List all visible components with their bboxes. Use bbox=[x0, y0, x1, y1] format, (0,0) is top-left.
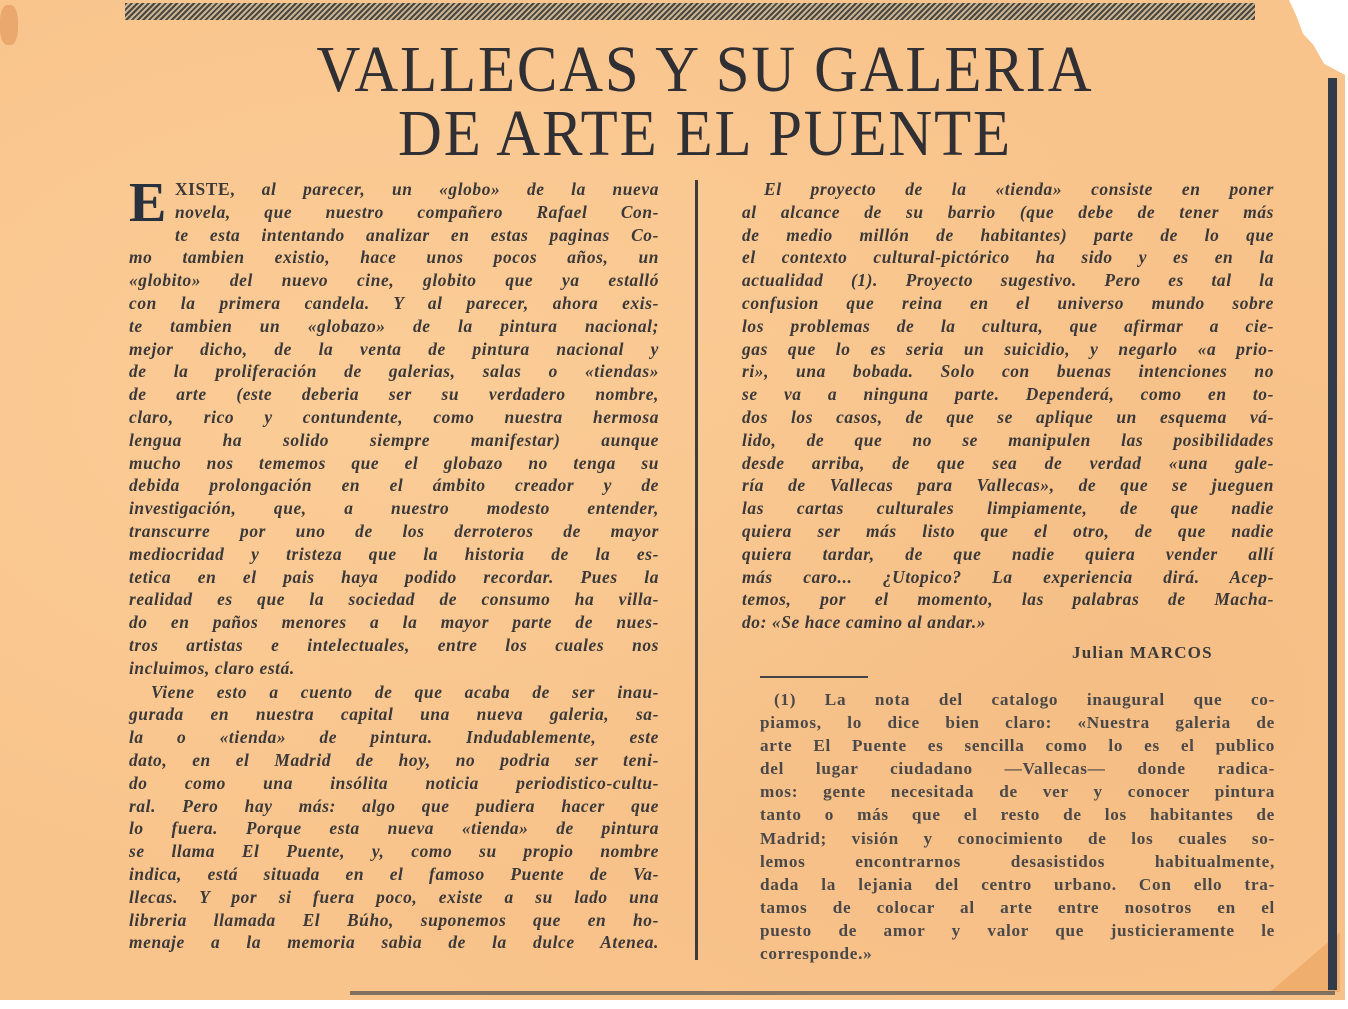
text-line: gurada en nuestra capital una nueva galeria, sa- bbox=[129, 704, 659, 725]
text-line: más caro... ¿Utopico? La experiencia dirá. Acep- bbox=[742, 566, 1274, 587]
text-line: investigación, que, a nuestro modesto entender, bbox=[129, 498, 659, 519]
text-line: quiera ser más listo que el otro, de que nadie bbox=[742, 520, 1274, 541]
text-line: tetica en el pais haya podido recordar. Pues la bbox=[129, 566, 659, 587]
text-line: ri», una bobada. Solo con buenas intenciones no bbox=[742, 361, 1274, 382]
headline-line-1: VALLECAS Y SU GALERIA bbox=[316, 33, 1094, 106]
footnote-line: tanto o más que el resto de los habitantes de bbox=[760, 805, 1275, 825]
text-line: lengua ha solido siempre manifestar) aunque bbox=[129, 429, 659, 450]
drop-cap: E bbox=[129, 172, 167, 234]
text-line: dato, en el Madrid de hoy, no podria ser teni- bbox=[129, 749, 659, 770]
text-line: El proyecto de la «tienda» consiste en poner bbox=[764, 179, 1274, 199]
headline-line-2: DE ARTE EL PUENTE bbox=[398, 97, 1012, 170]
text-line: mejor dicho, de la venta de pintura nacional y bbox=[129, 338, 659, 359]
text-line: do como una insólita noticia periodistico-cultu- bbox=[129, 772, 659, 793]
text-line: «globito» del nuevo cine, globito que ya estalló bbox=[129, 270, 659, 291]
opening-caps: XISTE, bbox=[174, 179, 236, 199]
text-line: Viene esto a cuento de que acaba de ser inau- bbox=[151, 681, 659, 702]
footnote bbox=[760, 688, 1275, 965]
text-line: indica, está situada en el famoso Puente de Va- bbox=[129, 863, 659, 884]
text-line: la o «tienda» de pintura. Indudablemente, este bbox=[129, 727, 659, 748]
text-line: ría de Vallecas para Vallecas», de que se jueguen bbox=[742, 475, 1274, 496]
text-line: lido, de que no se manipulen las posibilidades bbox=[742, 429, 1274, 450]
stain-mark bbox=[0, 5, 18, 45]
text-line: tros artistas e intelectuales, entre los cuales nos bbox=[129, 634, 659, 655]
footnote-divider bbox=[760, 676, 868, 678]
text-line: de medio millón de habitantes) parte de lo que bbox=[742, 224, 1274, 245]
footnote-line: piamos, lo dice bien claro: «Nuestra galeria de bbox=[760, 713, 1275, 733]
footnote-line: Madrid; visión y conocimiento de los cuales so- bbox=[760, 828, 1275, 848]
footnote-line: corresponde.» bbox=[760, 944, 873, 964]
footnote-line: lemos encontrarnos desasistidos habitualmente, bbox=[760, 851, 1275, 871]
text-line: dos los casos, de que se aplique un esquema vá- bbox=[742, 406, 1274, 427]
footnote-line: (1) La nota del catalogo inaugural que co- bbox=[774, 690, 1275, 709]
right-edge-rule bbox=[1328, 78, 1337, 990]
headline bbox=[268, 33, 1142, 170]
text-line: confusion que reina en el universo mundo sobre bbox=[742, 292, 1274, 313]
text-line: de arte (este deberia ser su verdadero nombre, bbox=[129, 384, 659, 405]
text-line: llecas. Y por si fuera poco, existe a su lado una bbox=[129, 886, 659, 907]
text-line: menaje a la memoria sabia de la dulce Atenea. bbox=[129, 932, 659, 953]
text-line: se llama El Puente, y, como su propio nombre bbox=[129, 841, 659, 862]
text-line: XISTE, al parecer, un «globo» de la nueva bbox=[174, 179, 659, 199]
right-column bbox=[742, 178, 1274, 634]
text-line: temos, por el momento, las palabras de Macha- bbox=[742, 589, 1274, 610]
footnote-line: del lugar ciudadano —Vallecas— donde radica- bbox=[760, 759, 1275, 779]
text-line: actualidad (1). Proyecto sugestivo. Pero es tal la bbox=[742, 270, 1274, 291]
text-line: con la primera candela. Y al parecer, ahora exis- bbox=[129, 292, 659, 313]
text-line: las cartas culturales limpiamente, de que nadie bbox=[742, 498, 1274, 519]
text-line: lo fuera. Porque esta nueva «tienda» de pintura bbox=[129, 818, 659, 839]
footnote-line: puesto de amor y valor que justicieramente le bbox=[760, 920, 1275, 940]
footnote-line: arte El Puente es sencilla como lo es el publico bbox=[760, 736, 1275, 756]
text-line: mucho nos tememos que el globazo no tenga su bbox=[129, 452, 659, 473]
text-line: los problemas de la cultura, que afirmar a cie- bbox=[742, 315, 1274, 336]
author-signature: Julian MARCOS bbox=[1072, 643, 1213, 662]
bottom-rule bbox=[350, 991, 1335, 995]
text-line: te tambien un «globazo» de la pintura nacional; bbox=[129, 315, 659, 336]
text-line: do: «Se hace camino al andar.» bbox=[742, 612, 987, 633]
text-line: el contexto cultural-pictórico ha sido y es en la bbox=[742, 247, 1274, 268]
torn-corner bbox=[1275, 0, 1345, 75]
text-line: al alcance de su barrio (que debe de tener más bbox=[742, 201, 1274, 222]
left-column bbox=[129, 172, 659, 954]
text-line: claro, rico y contundente, como nuestra hermosa bbox=[129, 406, 659, 427]
text-line: quiera tardar, de que nadie quiera vender allí bbox=[742, 543, 1274, 564]
text-line: se va a ninguna parte. Dependerá, como en to- bbox=[742, 384, 1274, 405]
text-line: desde arriba, de que sea de verdad «una gale- bbox=[742, 452, 1274, 473]
text-line: debida prolongación en el ámbito creador y de bbox=[129, 475, 659, 496]
text-line: realidad es que la sociedad de consumo ha villa- bbox=[129, 589, 659, 610]
text-line: gas que lo es seria un suicidio, y negarlo «a prio- bbox=[742, 338, 1274, 359]
footnote-line: dada la lejania del centro urbano. Con ello tra- bbox=[760, 874, 1275, 894]
text-line: te esta intentando analizar en estas paginas Co- bbox=[174, 224, 659, 245]
text-line: novela, que nuestro compañero Rafael Con- bbox=[174, 201, 659, 222]
footnote-line: mos: gente necesitada de ver y conocer pintura bbox=[760, 782, 1275, 802]
hatched-top-border bbox=[125, 3, 1255, 20]
column-divider bbox=[695, 180, 698, 960]
text-line: do en paños menores a la mayor parte de nues- bbox=[129, 612, 659, 633]
text-line: libreria llamada El Búho, suponemos que en ho- bbox=[129, 909, 659, 930]
text-line: ral. Pero hay más: algo que pudiera hacer que bbox=[129, 795, 659, 816]
text-line: mo tambien existio, hace unos pocos años, un bbox=[129, 247, 659, 268]
text-line: incluimos, claro está. bbox=[129, 657, 295, 678]
text-line: de la proliferación de galerias, salas o «tiendas» bbox=[129, 361, 659, 382]
footnote-line: tamos de colocar al arte entre nosotros en el bbox=[760, 897, 1275, 917]
text-line: mediocridad y tristeza que la historia de la es- bbox=[129, 543, 659, 564]
text-line: transcurre por uno de los derroteros de mayor bbox=[129, 520, 659, 541]
